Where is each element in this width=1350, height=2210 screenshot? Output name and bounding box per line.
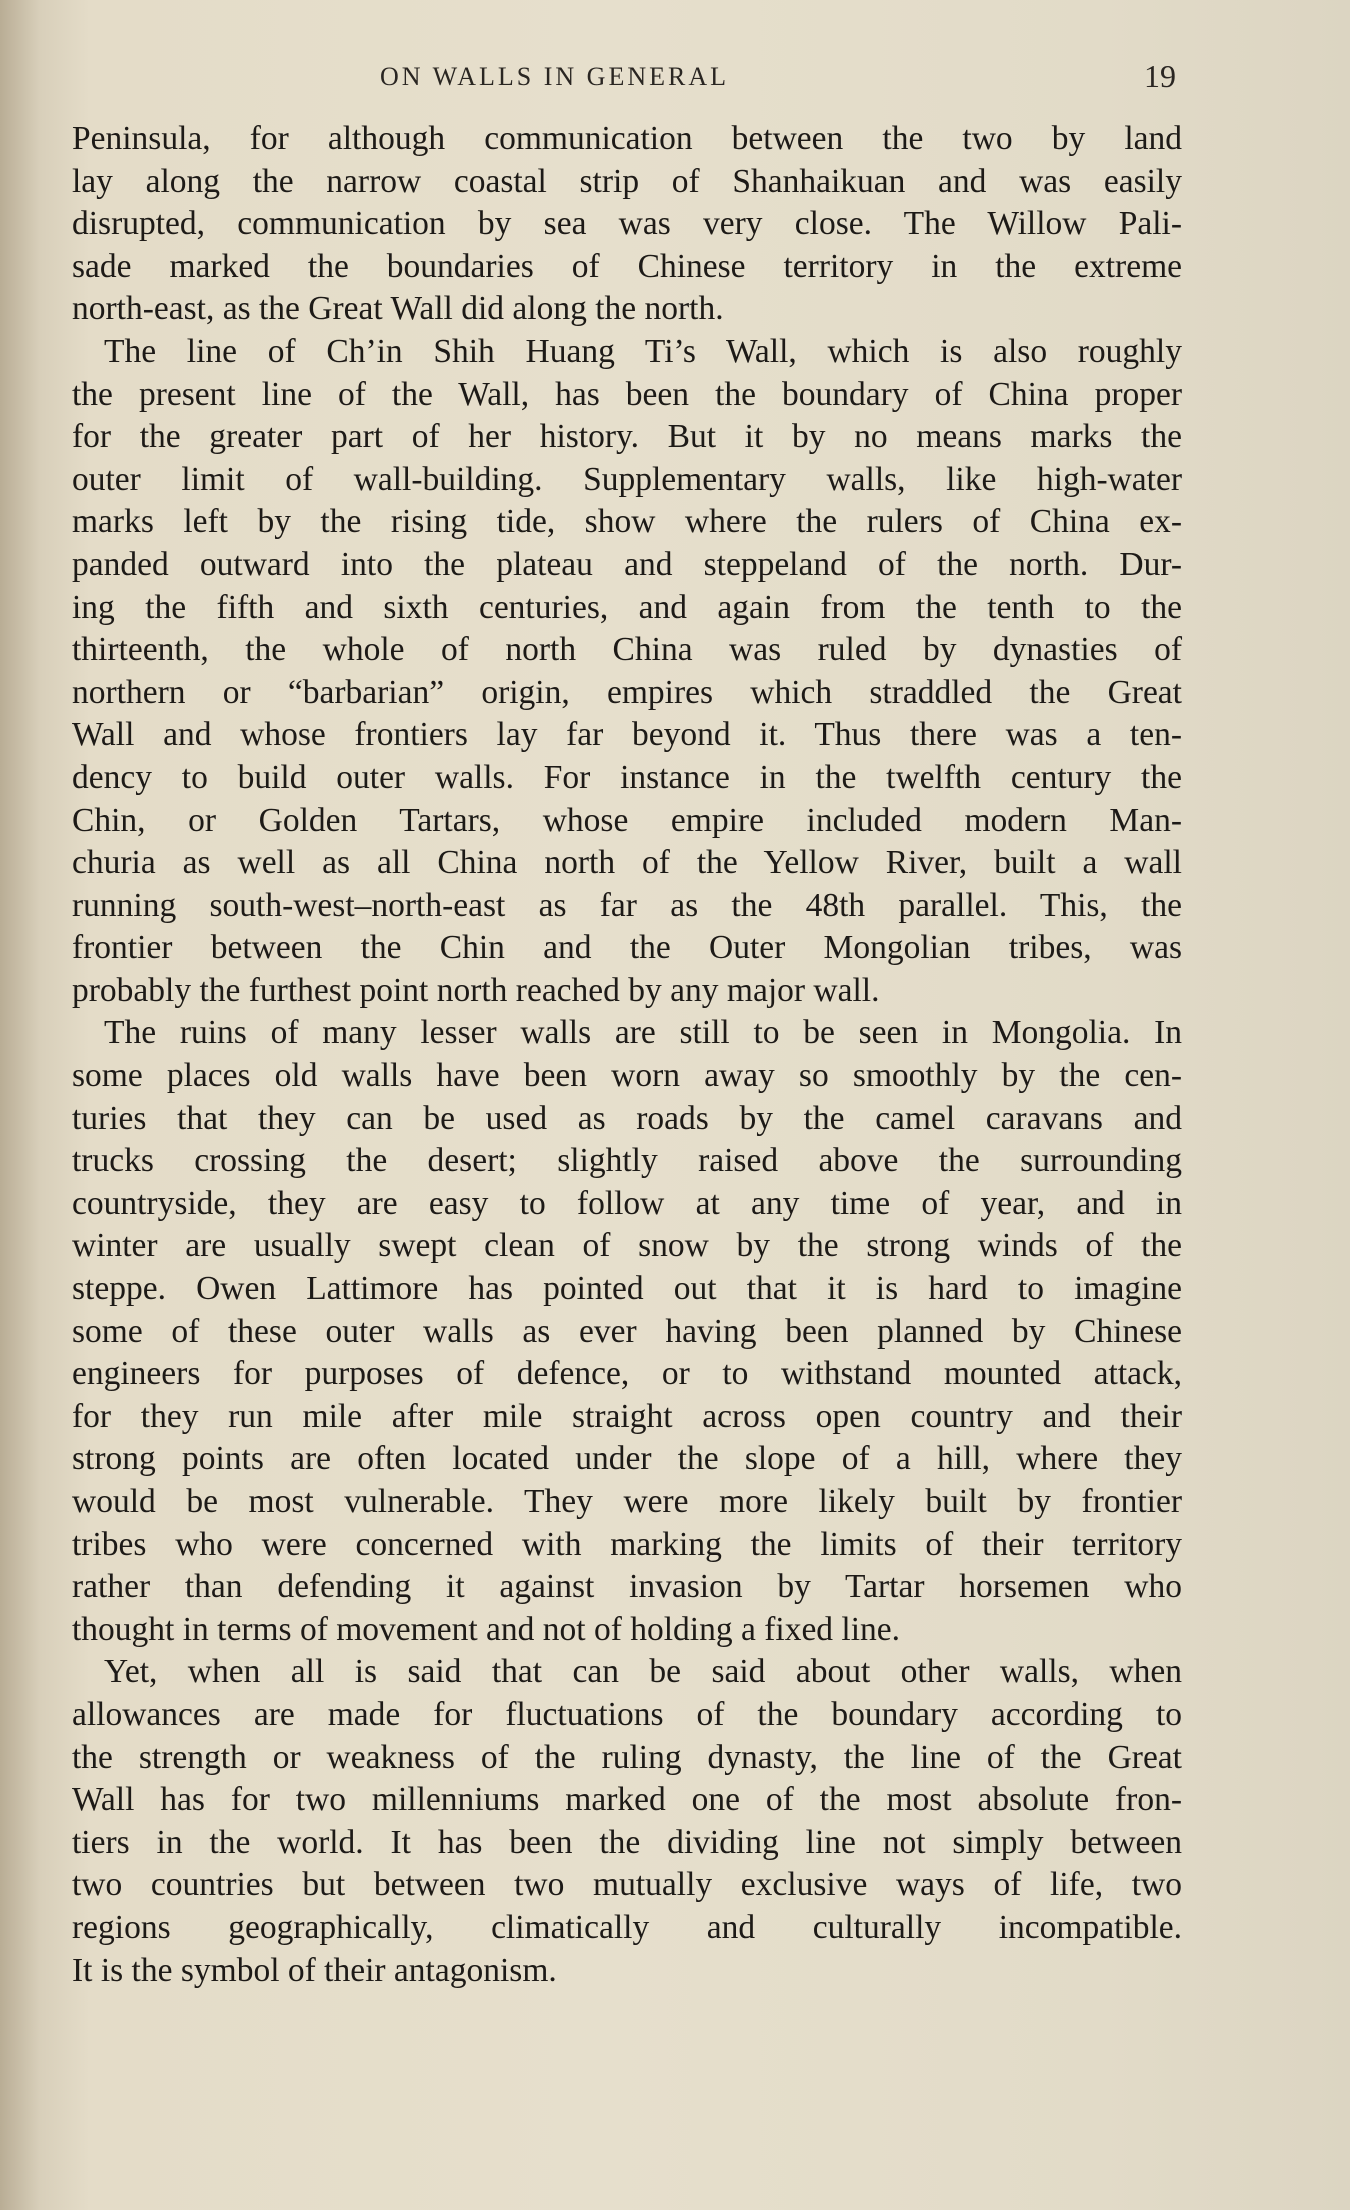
text-line: Peninsula, for although communication between the two by land: [72, 120, 1182, 157]
paragraph: [72, 331, 1182, 1013]
text-line: some places old walls have been worn away so smoothly by the cen-: [72, 1057, 1182, 1095]
text-line: Yet, when all is said that can be said about other walls, when: [104, 1653, 1182, 1691]
text-line: for they run mile after mile straight across open country and their: [72, 1397, 1182, 1435]
text-line: northern or “barbarian” origin, empires which straddled the Great: [72, 673, 1182, 711]
text-line: trucks crossing the desert; slightly raised above the surrounding: [72, 1142, 1182, 1180]
page-number: 19: [1144, 58, 1176, 94]
text-line: rather than defending it against invasion by Tartar horsemen who: [72, 1568, 1182, 1606]
text-line: frontier between the Chin and the Outer Mongolian tribes, was: [72, 929, 1182, 967]
text-line: would be most vulnerable. They were more likely built by frontier: [72, 1483, 1182, 1520]
text-line: Wall and whose frontiers lay far beyond it. Thus there was a ten-: [72, 716, 1182, 754]
text-line: sade marked the boundaries of Chinese territory in the extreme: [72, 247, 1182, 285]
text-line: Chin, or Golden Tartars, whose empire included modern Man-: [72, 801, 1182, 839]
text-line: ing the fifth and sixth centuries, and again from the tenth to the: [72, 588, 1182, 626]
text-line: winter are usually swept clean of snow by the strong winds of the: [72, 1227, 1182, 1265]
text-line: disrupted, communication by sea was very close. The Willow Pali-: [72, 205, 1182, 243]
text-line: the strength or weakness of the ruling dynasty, the line of the Great: [72, 1738, 1182, 1776]
text-line: tiers in the world. It has been the dividing line not simply between: [72, 1823, 1182, 1861]
text-line: two countries but between two mutually exclusive ways of life, two: [72, 1866, 1182, 1904]
text-line: some of these outer walls as ever having been planned by Chinese: [72, 1312, 1182, 1350]
text-line: outer limit of wall-building. Supplementary walls, like high-water: [72, 460, 1182, 498]
text-line: turies that they can be used as roads by the camel caravans and: [72, 1099, 1182, 1137]
text-line: engineers for purposes of defence, or to withstand mounted attack,: [72, 1355, 1182, 1393]
body-text: [72, 118, 1182, 1992]
text-line: The line of Ch’in Shih Huang Ti’s Wall, which is also roughly: [104, 332, 1182, 370]
text-line: Wall has for two millenniums marked one of the most absolute fron-: [72, 1781, 1182, 1819]
text-line: probably the furthest point north reached by any major wall.: [72, 971, 880, 1009]
paragraph: [72, 1651, 1182, 1992]
text-line: north-east, as the Great Wall did along the north.: [72, 290, 724, 328]
paragraph: [72, 118, 1182, 331]
text-line: allowances are made for fluctuations of the boundary according to: [72, 1695, 1182, 1733]
text-line: churia as well as all China north of the Yellow River, built a wall: [72, 844, 1182, 882]
text-line: thought in terms of movement and not of holding a fixed line.: [72, 1610, 901, 1648]
running-head: ON WALLS IN GENERAL: [380, 62, 729, 91]
text-line: marks left by the rising tide, show where the rulers of China ex-: [72, 503, 1182, 541]
text-line: running south-west–north-east as far as the 48th parallel. This, the: [72, 886, 1182, 924]
text-line: tribes who were concerned with marking the limits of their territory: [72, 1525, 1182, 1563]
text-line: It is the symbol of their antagonism.: [72, 1951, 557, 1989]
text-line: countryside, they are easy to follow at any time of year, and in: [72, 1184, 1182, 1222]
page-header: [70, 58, 1176, 98]
text-line: strong points are often located under the slope of a hill, where they: [72, 1440, 1182, 1478]
text-line: lay along the narrow coastal strip of Shanhaikuan and was easily: [72, 162, 1182, 200]
text-line: The ruins of many lesser walls are still to be seen in Mongolia. In: [104, 1014, 1182, 1052]
text-line: for the greater part of her history. But it by no means marks the: [72, 418, 1182, 456]
paragraph: [72, 1012, 1182, 1651]
text-line: the present line of the Wall, has been the boundary of China proper: [72, 375, 1182, 413]
text-line: panded outward into the plateau and steppeland of the north. Dur-: [72, 545, 1182, 583]
text-line: thirteenth, the whole of north China was ruled by dynasties of: [72, 631, 1182, 669]
text-line: dency to build outer walls. For instance in the twelfth century the: [72, 758, 1182, 796]
text-line: steppe. Owen Lattimore has pointed out that it is hard to imagine: [72, 1270, 1182, 1308]
text-line: regions geographically, climatically and culturally incompatible.: [72, 1908, 1182, 1946]
